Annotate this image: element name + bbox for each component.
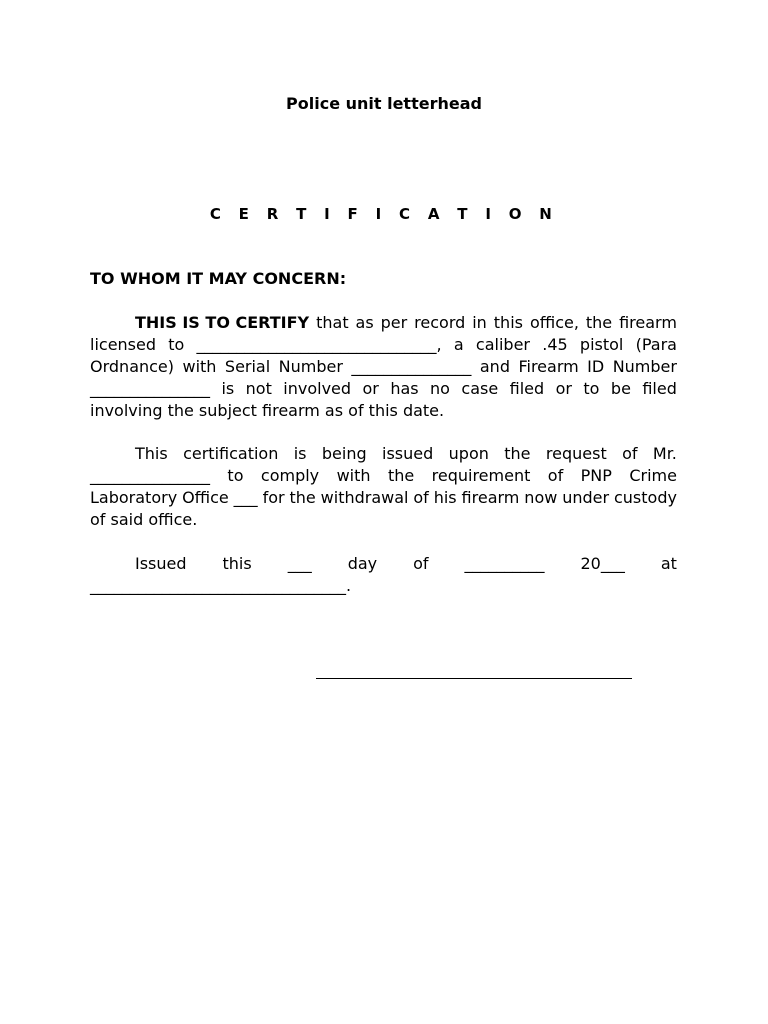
word: of: [413, 488, 429, 507]
word: to: [168, 335, 185, 354]
word: firearm: [619, 313, 677, 332]
word: the: [504, 444, 531, 463]
paragraph-line: [90, 487, 677, 509]
office-number-blank: ___: [233, 488, 258, 507]
word: record: [414, 313, 466, 332]
word: of: [622, 444, 638, 463]
word: and: [479, 357, 510, 376]
certify-paragraph: [90, 312, 677, 422]
year-blank: 20___: [580, 554, 625, 573]
word: Laboratory: [90, 488, 178, 507]
word: has: [390, 379, 419, 398]
word: of: [413, 554, 429, 573]
word: office,: [529, 313, 579, 332]
paragraph-line: [90, 443, 677, 465]
word: not: [245, 379, 272, 398]
word: .45: [542, 335, 568, 354]
letterhead-heading: Police unit letterhead: [286, 94, 482, 113]
word: as: [355, 313, 374, 332]
word: the: [289, 488, 316, 507]
word: a: [453, 335, 464, 354]
word: comply: [260, 466, 320, 485]
issued-paragraph: [90, 553, 677, 597]
word: in: [472, 313, 487, 332]
word: with: [182, 357, 217, 376]
word: ID: [587, 357, 605, 376]
word: PNP: [580, 466, 612, 485]
word: with: [336, 466, 371, 485]
word: issued: [382, 444, 434, 463]
paragraph-line: [90, 575, 677, 597]
requester-name-blank: _______________: [90, 466, 210, 485]
word: this: [222, 554, 252, 573]
request-paragraph: [90, 443, 677, 531]
day-blank: ___: [287, 554, 312, 573]
paragraph-last-line: of said office.: [90, 510, 198, 529]
word: is: [221, 379, 235, 398]
word: at: [660, 554, 677, 573]
paragraph-line: [90, 509, 677, 531]
word: Firearm: [518, 357, 579, 376]
word: involved: [283, 379, 352, 398]
word: be: [610, 379, 631, 398]
word: of: [547, 466, 564, 485]
word: certification: [183, 444, 279, 463]
word: this: [493, 313, 523, 332]
word: This: [135, 444, 168, 463]
word: for: [262, 488, 285, 507]
word: caliber: [475, 335, 530, 354]
word: filed: [642, 379, 677, 398]
firearm-id-blank: _______________: [90, 379, 210, 398]
word: to: [583, 379, 600, 398]
word: case: [461, 379, 499, 398]
word: requirement: [431, 466, 531, 485]
paragraph-line: [90, 312, 677, 334]
salutation: TO WHOM IT MAY CONCERN:: [90, 269, 347, 288]
month-blank: __________: [464, 554, 545, 573]
word: that: [316, 313, 349, 332]
word: upon: [448, 444, 489, 463]
word: request: [545, 444, 607, 463]
word: Number: [278, 357, 343, 376]
paragraph-line: [90, 334, 677, 356]
paragraph-line: [90, 356, 677, 378]
word: Crime: [629, 466, 677, 485]
serial-number-blank: _______________: [351, 357, 472, 376]
word: (Para: [635, 335, 677, 354]
word: or: [555, 379, 572, 398]
word: Ordnance): [90, 357, 175, 376]
paragraph-line: [90, 553, 677, 575]
word: is: [293, 444, 307, 463]
word: withdrawal: [320, 488, 409, 507]
word: Office: [182, 488, 229, 507]
word: licensed: [90, 335, 157, 354]
certify-lead-text: THIS IS TO CERTIFY: [135, 313, 310, 332]
paragraph-line: [90, 400, 677, 422]
signature-line: [316, 678, 632, 679]
word: per: [380, 313, 408, 332]
word: filed: [509, 379, 545, 398]
word: the: [585, 313, 613, 332]
paragraph-line: [90, 378, 677, 400]
place-blank: ________________________________.: [90, 576, 352, 595]
paragraph-last-line: involving the subject firearm as of this date.: [90, 401, 445, 420]
word: Number: [612, 357, 677, 376]
paragraph-line: [90, 465, 677, 487]
word: Mr.: [652, 444, 677, 463]
word: or: [362, 379, 379, 398]
word: Issued: [135, 554, 187, 573]
word: firearm: [461, 488, 520, 507]
word: being: [321, 444, 367, 463]
licensee-blank: ______________________________,: [196, 335, 442, 354]
word: pistol: [579, 335, 624, 354]
word: no: [430, 379, 450, 398]
word: the: [387, 466, 415, 485]
word: Serial: [224, 357, 271, 376]
word: his: [433, 488, 457, 507]
word: to: [227, 466, 244, 485]
word: custody: [613, 488, 677, 507]
word: day: [347, 554, 378, 573]
word: under: [562, 488, 610, 507]
word: now: [524, 488, 558, 507]
certification-title: C E R T I F I C A T I O N: [209, 205, 559, 223]
